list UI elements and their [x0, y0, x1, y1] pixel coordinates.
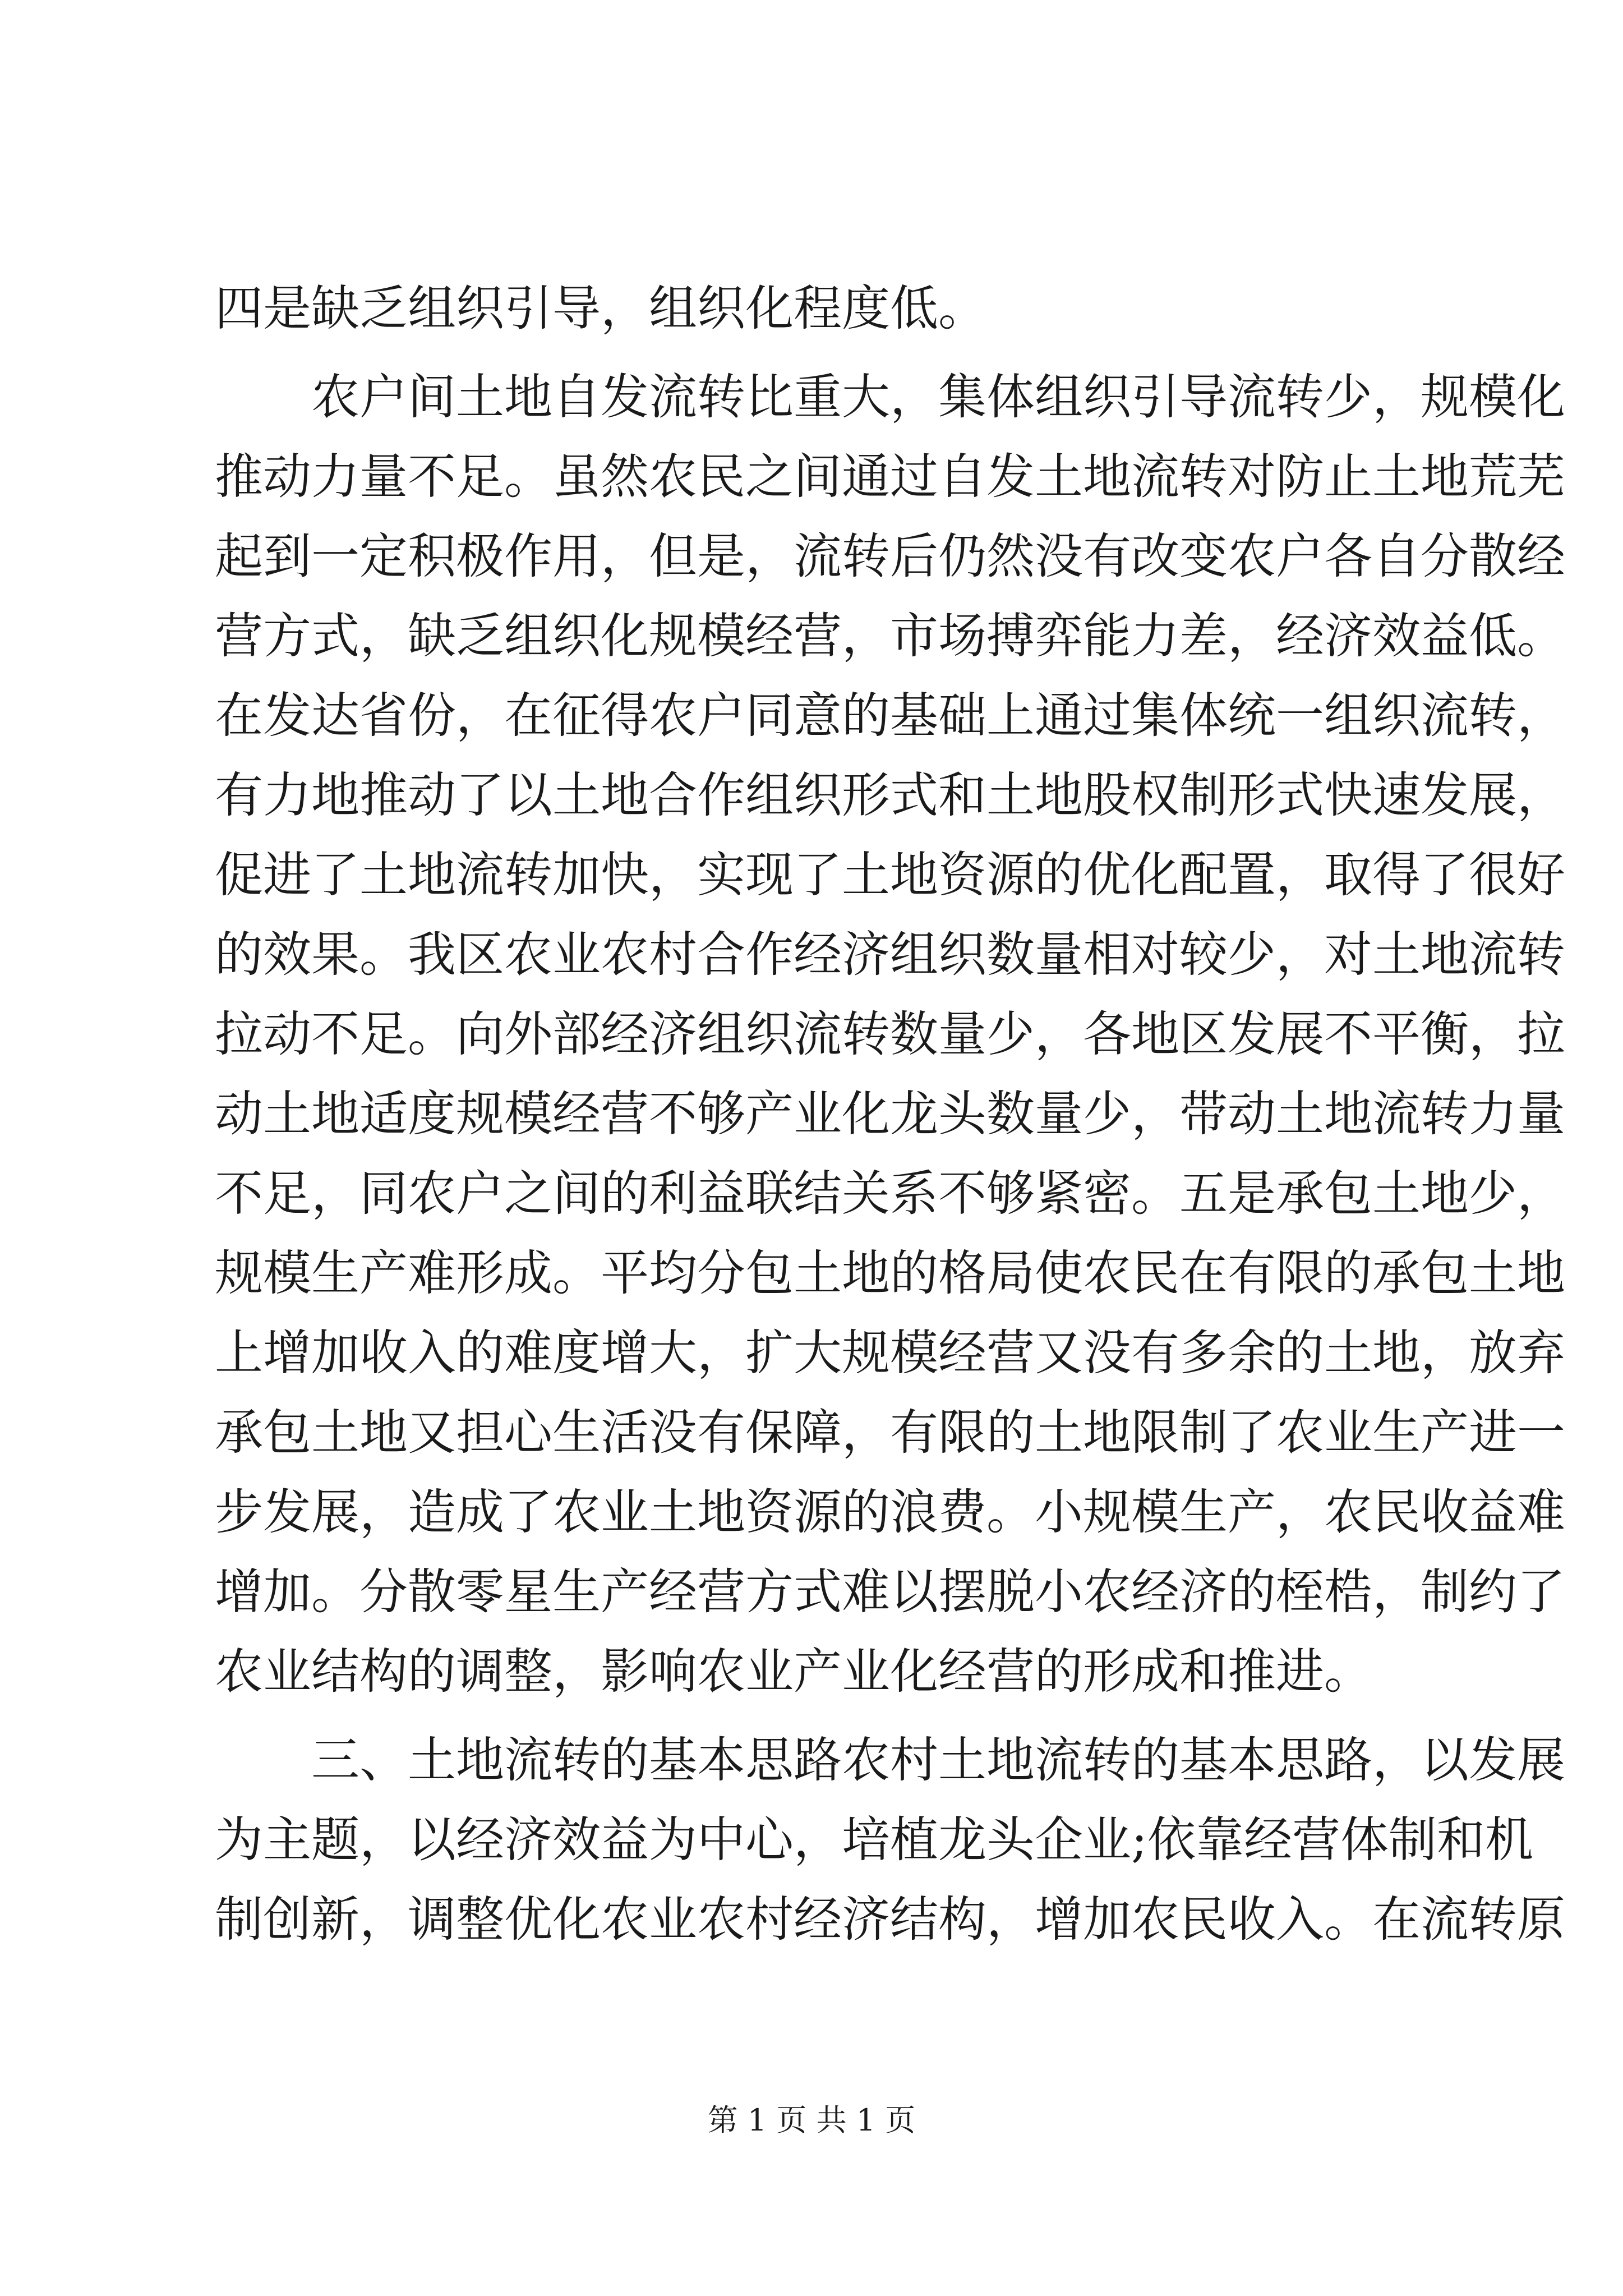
text-line: 农业结构的调整，影响农业产业化经营的形成和推进。: [215, 1644, 1372, 1700]
page-footer: [0, 2101, 1623, 2140]
paragraph-gap: [215, 348, 1415, 357]
text-line: 步发展，造成了农业土地资源的浪费。小规模生产，农民收益难: [215, 1484, 1565, 1540]
text-line: 有力地推动了以土地合作组织形式和土地股权制形式快速发展，: [215, 767, 1565, 823]
text-line: 动土地适度规模经营不够产业化龙头数量少，带动土地流转力量: [215, 1086, 1565, 1142]
text-line: 在发达省份，在征得农户同意的基础上通过集体统一组织流转，: [215, 688, 1565, 744]
paragraph-3: [215, 1720, 1565, 1959]
text-line: 承包土地又担心生活没有保障，有限的土地限制了农业生产进一: [215, 1405, 1565, 1461]
body-text: [215, 269, 1565, 1959]
text-line: 为主题，以经济效益为中心，培植龙头企业;依靠经营体制和机: [215, 1812, 1533, 1868]
text-line: 不足，同农户之间的利益联结关系不够紧密。五是承包土地少，: [215, 1166, 1565, 1222]
text-line: 营方式，缺乏组织化规模经营，市场搏弈能力差，经济效益低。: [215, 608, 1565, 664]
text-line: 规模生产难形成。平均分包土地的格局使农民在有限的承包土地: [215, 1245, 1565, 1301]
page-number-label: 第 1 页 共 1 页: [707, 2102, 916, 2138]
text-line: 三、土地流转的基本思路农村土地流转的基本思路，以发展: [215, 1732, 1565, 1788]
text-line: 四是缺乏组织引导，组织化程度低。: [215, 280, 986, 337]
text-line: 制创新，调整优化农业农村经济结构，增加农民收入。在流转原: [215, 1892, 1565, 1948]
text-line: 上增加收入的难度增大，扩大规模经营又没有多余的土地，放弃: [215, 1325, 1565, 1381]
text-line: 的效果。我区农业农村合作经济组织数量相对较少，对土地流转: [215, 927, 1565, 983]
paragraph-gap: [215, 1711, 1415, 1720]
text-line: 推动力量不足。虽然农民之间通过自发土地流转对防止土地荒芜: [215, 449, 1565, 505]
paragraph-2: [215, 357, 1565, 1711]
text-line: 增加。分散零星生产经营方式难以摆脱小农经济的桎梏，制约了: [215, 1564, 1565, 1620]
text-line: 拉动不足。向外部经济组织流转数量少，各地区发展不平衡，拉: [215, 1006, 1565, 1062]
text-line: 起到一定积极作用，但是，流转后仍然没有改变农户各自分散经: [215, 528, 1565, 585]
text-line: 促进了土地流转加快，实现了土地资源的优化配置，取得了很好: [215, 847, 1565, 903]
text-line: 农户间土地自发流转比重大，集体组织引导流转少，规模化: [215, 369, 1565, 425]
paragraph-1: [215, 269, 1415, 348]
